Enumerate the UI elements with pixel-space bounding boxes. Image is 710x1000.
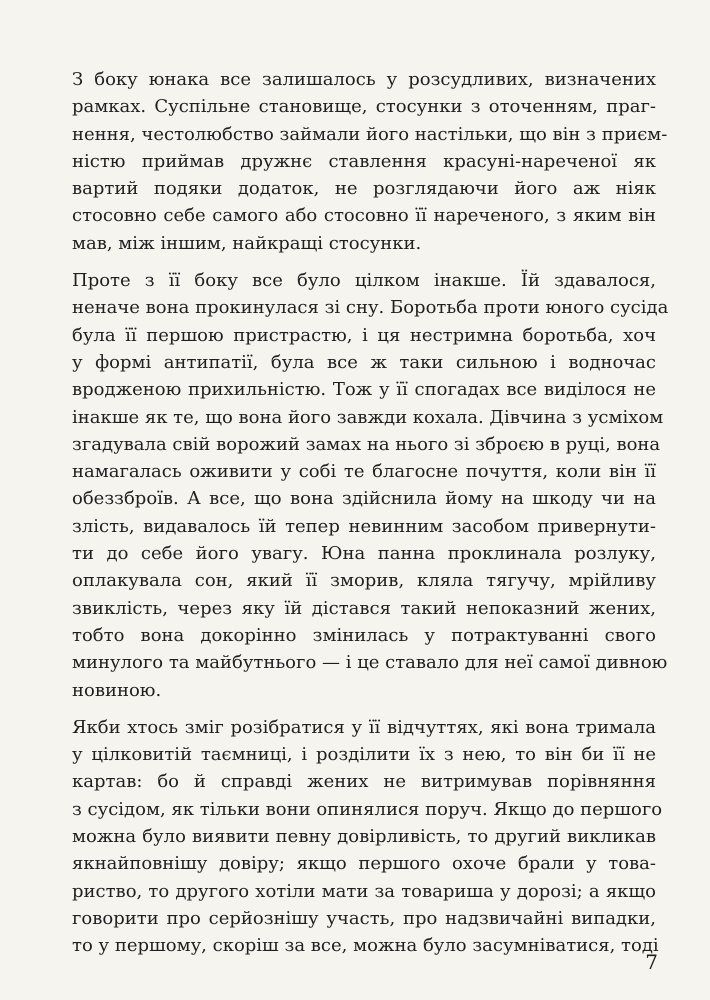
text-line: Проте з її боку все було цілком інакше. Їй здавалося, (72, 270, 656, 292)
text-line: ти до себе його увагу. Юна панна проклинала розлуку, (72, 543, 656, 565)
text-line: нення, честолюбство займали його настільки, що він з приєм- (72, 123, 668, 145)
page-body (72, 66, 669, 970)
text-line: вартий подяки додаток, не розглядаючи його аж ніяк (72, 178, 656, 200)
text-line: згадувала свій ворожий замах на нього зі зброєю в руці, вона (72, 433, 661, 455)
paragraph-2 (72, 267, 669, 704)
text-line: якнайповнішу довіру; якщо першого охоче брали у това- (72, 853, 656, 875)
text-line: у формі антипатії, була все ж таки сильною і водночас (72, 351, 656, 373)
text-line: З боку юнака все залишалось у розсудливих, визначених (72, 69, 656, 90)
text-line: рамках. Суспільне становище, стосунки з оточенням, праг- (72, 96, 656, 118)
text-line: з сусідом, як тільки вони опинялися поруч. Якщо до першого (72, 798, 663, 820)
paragraph-3 (72, 714, 663, 960)
text-line: Якби хтось зміг розібратися у її відчуттях, які вона тримала (72, 716, 656, 738)
text-line: оплакувала сон, який її зморив, кляла тягучу, мрійливу (72, 570, 656, 592)
text-line: звиклість, через яку їй дістався такий непоказний жених, (72, 597, 656, 619)
text-line: говорити про серйознішу участь, про надзвичайні випадки, (72, 907, 656, 929)
text-line: інакше як те, що вона його завжди кохала. Дівчина з усміхом (72, 406, 664, 428)
text-line: мав, між іншим, найкращі стосунки. (72, 232, 422, 254)
text-line: була її першою пристрастю, і ця нестримна боротьба, хоч (72, 324, 656, 346)
text-line: картав: бо й справді жених не витримував порівняння (72, 771, 656, 793)
page-number: 7 (645, 950, 658, 974)
text-line: риство, то другого хотіли мати за товариша у дорозі; а якщо (72, 880, 656, 902)
text-line: то у першому, скоріш за все, можна було засумніватися, тоді (72, 935, 659, 957)
text-line: новиною. (72, 679, 162, 701)
text-line: минулого та майбутнього — і це ставало для неї самої дивною (72, 652, 668, 674)
text-line: намагалась оживити у собі те благосне почуття, коли він її (72, 461, 656, 483)
text-line: злість, видавалось їй тепер невинним засобом привернути- (72, 515, 656, 537)
text-line: неначе вона прокинулася зі сну. Боротьба проти юного сусіда (72, 297, 669, 319)
text-line: вродженою прихильністю. Тож у її спогадах все виділося не (72, 379, 656, 401)
text-line: ністю приймав дружнє ставлення красуні-нареченої як (72, 150, 656, 172)
text-line: тобто вона докорінно змінилась у потрактуванні свого (72, 624, 656, 646)
text-line: стосовно себе самого або стосовно її нареченого, з яким він (72, 205, 656, 227)
text-line: у цілковитій таємниці, і розділити їх з нею, то він би її не (72, 744, 656, 766)
paragraph-1 (72, 66, 668, 257)
text-line: обеззброїв. А все, що вона здійснила йому на шкоду чи на (72, 488, 656, 510)
text-line: можна було виявити певну довірливість, то другий викликав (72, 826, 656, 848)
